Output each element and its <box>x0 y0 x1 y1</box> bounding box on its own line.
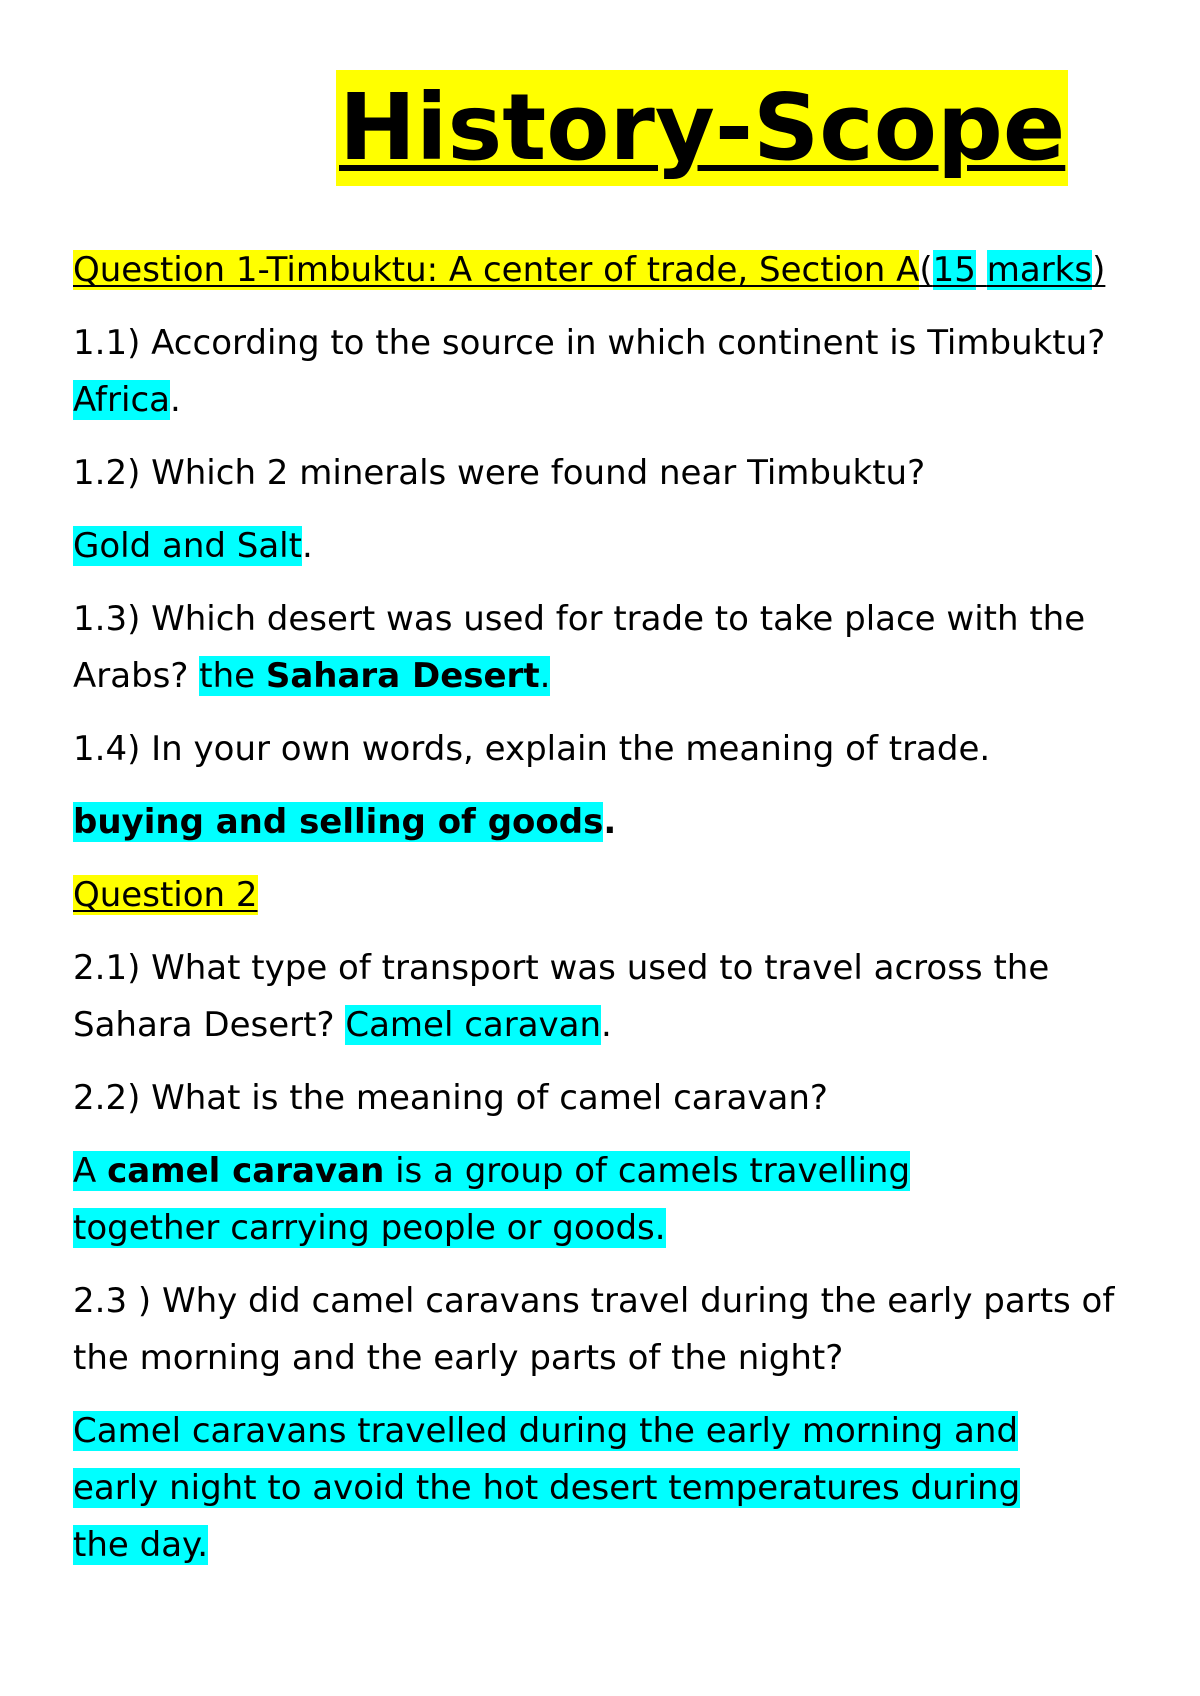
answer-1-1-end: . <box>169 380 181 420</box>
question-2-3 <box>73 1273 1143 1387</box>
question-1-1 <box>73 315 1143 429</box>
question-2-1 <box>73 940 1143 1054</box>
document-title: History-Scope <box>336 70 1068 186</box>
answer-1-2-end: . <box>301 526 313 566</box>
question-2-1-text: 2.1) What type of transport was used to travel across the Sahara Desert? <box>73 948 1050 1045</box>
question-2-heading-text: Question 2 <box>73 875 258 915</box>
question-2-3-text: 2.3 ) Why did camel caravans travel during the early parts of the morning and the early parts of the night? <box>73 1281 1115 1378</box>
answer-2-2-para <box>73 1143 1003 1257</box>
answer-1-2-para <box>73 518 1143 575</box>
answer-1-4-para <box>73 794 1143 851</box>
question-1-4 <box>73 721 1143 778</box>
answer-1-3-pre: the <box>199 656 266 696</box>
question-1-heading-paren-open: ( <box>919 250 933 290</box>
answer-1-4-end: . <box>603 802 617 842</box>
answer-2-2-rest: is a group of camels travelling together carrying people or goods. <box>73 1151 911 1248</box>
answer-2-3-para <box>73 1403 1073 1574</box>
question-2-2 <box>73 1070 1143 1127</box>
answer-2-1-end: . <box>601 1005 612 1045</box>
question-1-4-text: 1.4) In your own words, explain the meaning of trade. <box>73 729 991 769</box>
answer-2-2-bold: camel caravan <box>107 1151 385 1191</box>
question-1-heading-space <box>976 250 987 290</box>
answer-2-2-pre: A <box>73 1151 108 1191</box>
question-1-heading-text: Question 1-Timbuktu: A center of trade, Section A <box>73 250 920 290</box>
answer-1-2: Gold and Salt <box>73 526 302 566</box>
question-1-marks-word: marks <box>986 250 1093 290</box>
answer-1-3-bold: Sahara Desert <box>265 656 540 696</box>
question-1-heading-paren-close: ) <box>1092 250 1106 290</box>
document-body <box>73 242 1143 1590</box>
question-1-heading <box>73 242 1143 299</box>
question-1-3-text: 1.3) Which desert was used for trade to take place with the Arabs? <box>73 599 1086 696</box>
question-1-marks-number: 15 <box>932 250 976 290</box>
answer-1-3-end: . <box>539 656 551 696</box>
question-2-2-text: 2.2) What is the meaning of camel caravan? <box>73 1078 828 1118</box>
question-1-1-text: 1.1) According to the source in which continent is Timbuktu? <box>73 323 1106 363</box>
answer-1-4: buying and selling of goods <box>73 802 604 842</box>
question-1-2-text: 1.2) Which 2 minerals were found near Timbuktu? <box>73 453 926 493</box>
answer-1-1: Africa <box>73 380 170 420</box>
answer-2-1: Camel caravan <box>345 1005 602 1045</box>
question-1-3 <box>73 591 1143 705</box>
question-1-2 <box>73 445 1143 502</box>
answer-2-3: Camel caravans travelled during the early morning and early night to avoid the hot desert temperatures during the day. <box>73 1411 1021 1565</box>
title-block <box>336 70 1068 186</box>
question-2-heading <box>73 867 1143 924</box>
